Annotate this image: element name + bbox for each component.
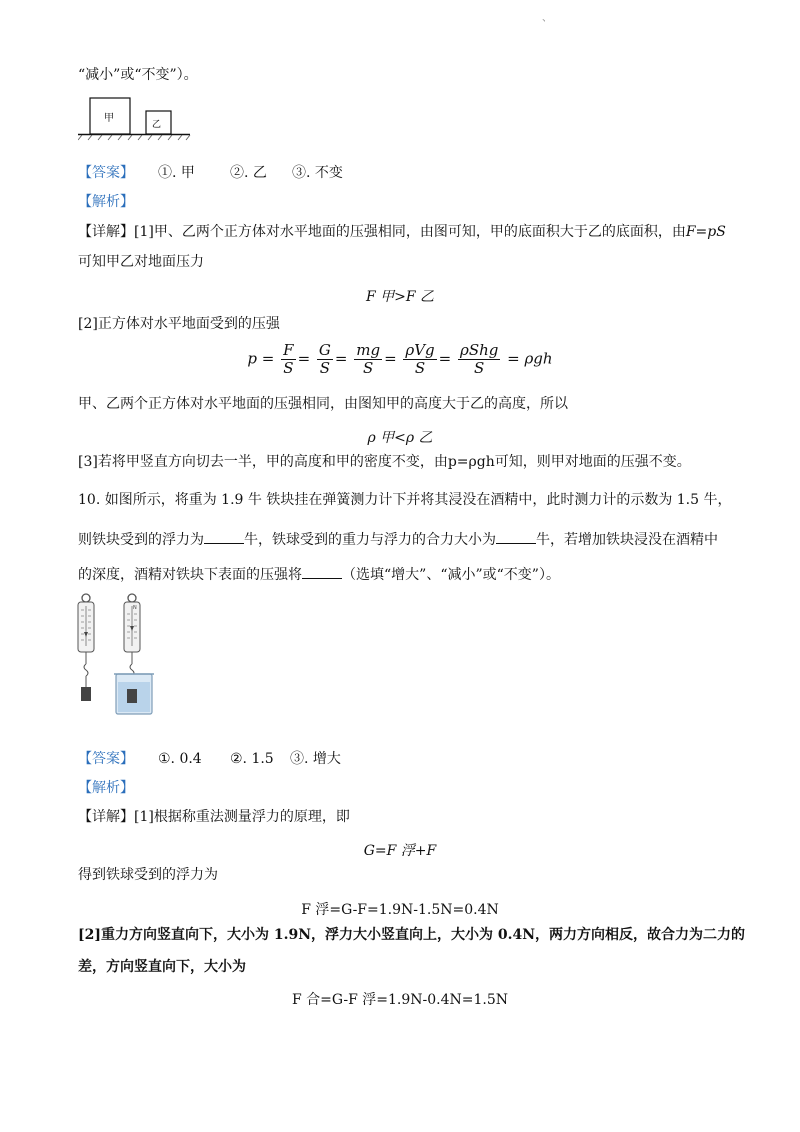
prev-detail-line-1: 【详解】[1]甲、乙两个正方体对水平地面的压强相同，由图可知，甲的底面积大于乙的底面积，由F=pS <box>78 224 726 240</box>
frac-rshg-s: $\frac{\text{ρShg}}{S}$ <box>460 341 499 377</box>
prev-eq-1: F 甲>F 乙 <box>365 289 435 305</box>
q10-eq-1: G=F 浮+F <box>363 843 437 859</box>
prev-analysis-tag: 【解析】 <box>78 194 134 210</box>
spring-scale-figure <box>70 592 170 720</box>
q10-line-2: 则铁块受到的浮力为 牛，铁球受到的重力与浮力的合力大小为 牛，若增加铁块浸没在酒精中 <box>78 532 718 548</box>
q10-answer-tag: 【答案】 <box>78 751 134 767</box>
top-mark: 、 <box>542 13 552 24</box>
frac-mg-s: $\frac{mg}{S}$ <box>356 341 381 377</box>
q10-eq-3: F 合=G-F 浮=1.9N-0.4N=1.5N <box>292 992 508 1008</box>
prev-detail-line-3: [2]正方体对水平地面受到的压强 <box>78 316 280 332</box>
prev-detail-line-5: [3]若将甲竖直方向切去一半，甲的高度和甲的密度不变，由p=ρgh可知，则甲对地面的压强不变。 <box>78 454 691 470</box>
blank-2 <box>496 533 536 544</box>
q10-detail-line-3: [2]重力方向竖直向下，大小为 1.9N，浮力大小竖直向上，大小为 0.4N，两力方向相反，故合力为二力的 <box>78 927 746 943</box>
q10-line-3: 的深度，酒精对铁块下表面的压强将 （选填“增大”、“减小”或“不变”）。 <box>78 567 560 583</box>
prev-ans-3: ③. 不变 <box>292 165 343 181</box>
scale-unit: N <box>133 605 137 611</box>
frac-rvg-s: $\frac{\text{ρVg}}{S}$ <box>405 341 435 377</box>
frac-g-s: $\frac{G}{S}$ <box>318 341 331 377</box>
q10-line-1: 10. 如图所示，将重为 1.9 牛 铁块挂在弹簧测力计下并将其浸没在酒精中，此时测力计的示数为 1.5 牛， <box>78 492 732 508</box>
prev-answer-tag: 【答案】 <box>78 165 134 181</box>
prev-detail-line-4: 甲、乙两个正方体对水平地面的压强相同，由图知甲的高度大于乙的高度，所以 <box>78 396 568 412</box>
q10-detail-line-2: 得到铁球受到的浮力为 <box>78 867 218 883</box>
q10-detail-line-4: 差，方向竖直向下，大小为 <box>78 959 246 975</box>
q10-eq-2: F 浮=G-F=1.9N-1.5N=0.4N <box>301 902 499 918</box>
q10-ans-3: ③. 增大 <box>290 751 341 767</box>
q10-ans-1: ①. 0.4 <box>158 751 202 767</box>
blank-1 <box>204 533 244 544</box>
prev-line-end: “减小”或“不变”）。 <box>78 67 198 83</box>
label-yi: 乙 <box>152 120 162 130</box>
prev-eq-3: ρ 甲<ρ 乙 <box>367 430 433 446</box>
prev-ans-2: ②. 乙 <box>230 165 267 181</box>
q10-ans-2: ②. 1.5 <box>230 751 274 767</box>
q10-detail-line-1: 【详解】[1]根据称重法测量浮力的原理，即 <box>78 809 350 825</box>
frac-f-s: $\frac{F}{S}$ <box>283 341 294 377</box>
blank-3 <box>302 568 342 579</box>
prev-eq-2: p = $\frac{F}{S}$ = $\frac{G}{S}$ = $\frac{mg}{S}$ = $\frac{\text{ρVg}}{S}$ = $\frac{\text{ρShg}}{S}$ = ρgh <box>247 341 553 377</box>
cubes-figure <box>78 94 198 142</box>
q10-analysis-tag: 【解析】 <box>78 780 134 796</box>
ground-hatch <box>78 135 190 140</box>
prev-ans-1: ①. 甲 <box>158 165 195 181</box>
label-jia: 甲 <box>104 113 114 124</box>
prev-detail-line-2: 可知甲乙对地面压力 <box>78 254 204 270</box>
